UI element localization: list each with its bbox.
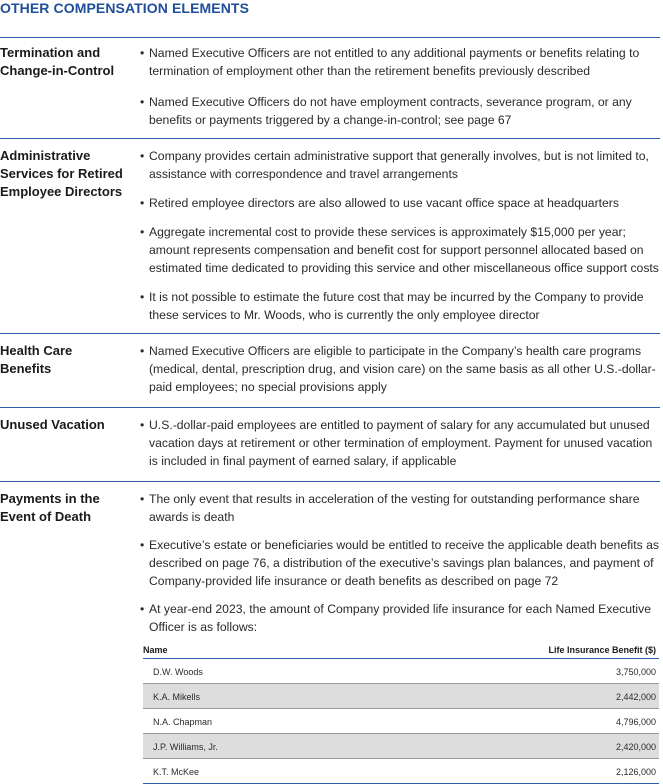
column-header-benefit: Life Insurance Benefit ($) [548, 645, 656, 655]
table-row [143, 734, 659, 759]
table-row [143, 659, 659, 684]
section-admin-services [0, 138, 660, 334]
section-label: Termination and Change-in-Control [0, 45, 115, 78]
bullet-item: • Named Executive Officers are not entitled to any additional payments or benefits relating to termination of employment other than the retirement benefits previously described [140, 46, 640, 78]
bullet-item: • Aggregate incremental cost to provide these services is approximately $15,000 per year; amount represents compensation and benefit cost for support personnel allocated based on estimated time dedicated to providing this service and other miscellaneous office support costs [140, 225, 659, 275]
section-label: Health Care Benefits [0, 343, 73, 376]
page-title: OTHER COMPENSATION ELEMENTS [0, 0, 250, 16]
section-label: Unused Vacation [0, 417, 105, 432]
bullet-item: • At year-end 2023, the amount of Company provided life insurance for each Named Executive Officer is as follows: [140, 602, 652, 634]
bullet-item: • Executive’s estate or beneficiaries would be entitled to receive the applicable death benefits as described on page 76, a distribution of the executive’s savings plan balances, and payment of Company-provided life insurance or death benefits as described on page 72 [140, 538, 659, 588]
cell-benefit: 4,796,000 [615, 717, 656, 727]
section-unused-vacation [0, 407, 660, 482]
bullet-item: • Retired employee directors are also allowed to use vacant office space at headquarters [140, 196, 619, 210]
bullet-item: • Company provides certain administrative support that generally involves, but is not limited to, assistance with correspondence and travel arrangements [140, 149, 649, 181]
table-row [143, 684, 659, 709]
table-row [143, 709, 659, 734]
bullet-item: • The only event that results in acceleration of the vesting for outstanding performance share awards is death [140, 492, 640, 524]
bullet-item: • Named Executive Officers are eligible to participate in the Company’s health care programs (medical, dental, prescription drug, and vision care) on the same basis as all other U.S.-dollar-paid employees; no special provisions apply [140, 344, 656, 394]
cell-benefit: 2,126,000 [615, 767, 656, 777]
section-termination [0, 37, 660, 138]
cell-benefit: 2,420,000 [615, 742, 656, 752]
cell-name: N.A. Chapman [153, 717, 213, 727]
cell-name: J.P. Williams, Jr. [153, 742, 218, 752]
table-row [143, 759, 659, 784]
bullet-item: • U.S.-dollar-paid employees are entitled to payment of salary for any accumulated but unused vacation days at retirement or other termination of employment. Payment for unused vacation is included in final payment of earned salary, if applicable [140, 418, 653, 468]
cell-benefit: 2,442,000 [615, 692, 656, 702]
section-label: Payments in the Event of Death [0, 491, 100, 524]
section-event-of-death [0, 481, 660, 642]
bullet-item: • Named Executive Officers do not have employment contracts, severance program, or any benefits or payments triggered by a change-in-control; see page 67 [140, 95, 632, 127]
cell-name: K.T. McKee [153, 767, 200, 777]
cell-name: D.W. Woods [153, 667, 203, 677]
table-header [143, 642, 659, 659]
section-health-care [0, 333, 660, 408]
cell-name: K.A. Mikells [153, 692, 201, 702]
section-label: Administrative Services for Retired Employee Directors [0, 148, 123, 199]
cell-benefit: 3,750,000 [615, 667, 656, 677]
bullet-item: • It is not possible to estimate the future cost that may be incurred by the Company to provide these services to Mr. Woods, who is currently the only employee director [140, 290, 644, 322]
column-header-name: Name [143, 645, 168, 655]
